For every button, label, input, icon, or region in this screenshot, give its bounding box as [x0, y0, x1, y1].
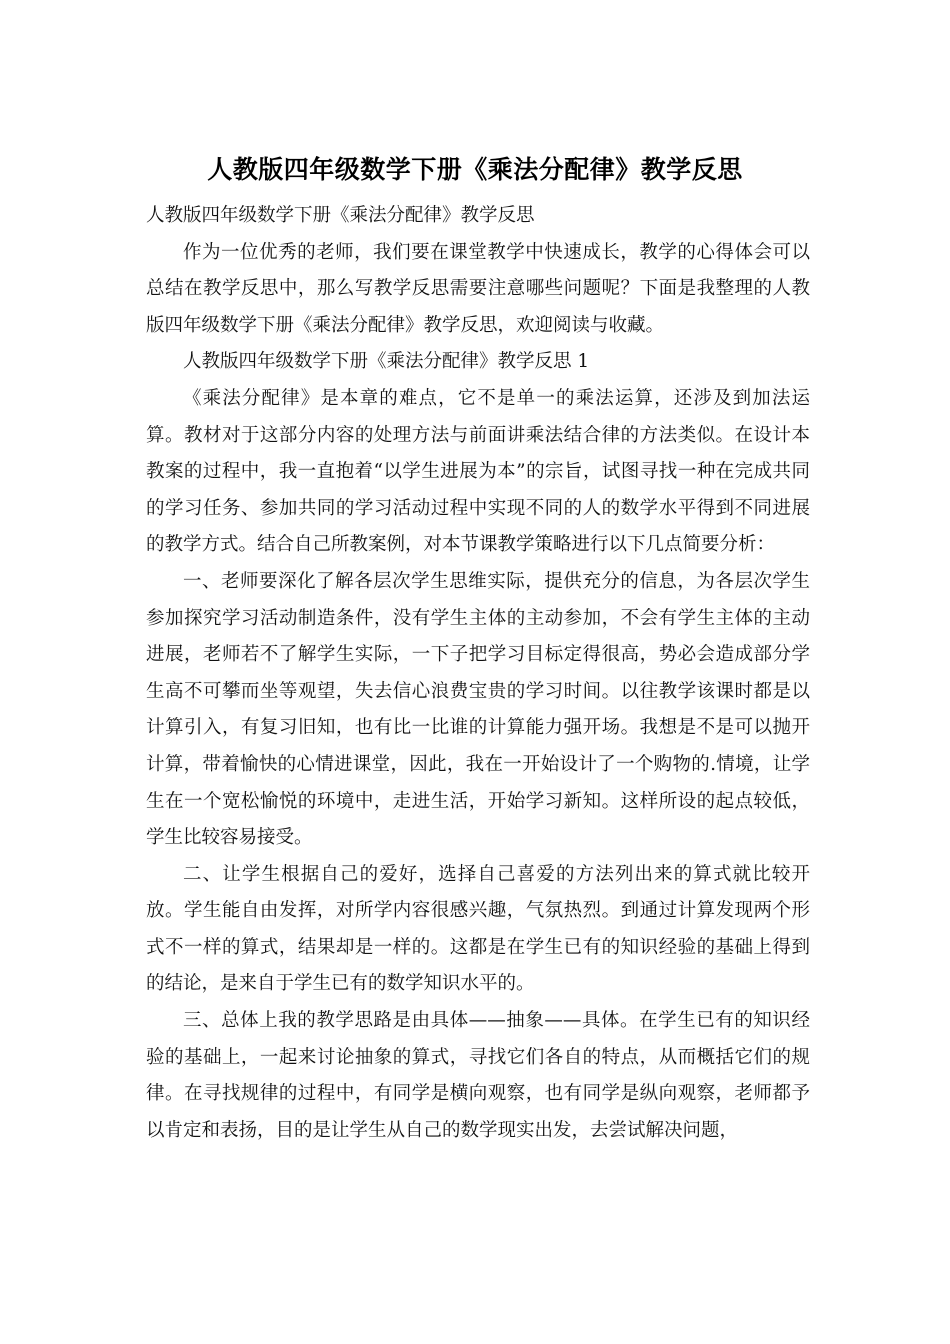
paragraph-overview: 《乘法分配律》是本章的难点，它不是单一的乘法运算，还涉及到加法运算。教材对于这部分内容的处理方法与前面讲乘法结合律的方法类似。在设计本教案的过程中，我一直抱着“以学生进展为本”的宗旨，试图寻找一种在完成共同的学习任务、参加共同的学习活动过程中实现不同的人的数学水平得到不同进展的教学方式。结合自己所教案例，对本节课教学策略进行以下几点简要分析：	[146, 387, 810, 556]
paragraph-point-1: 一、老师要深化了解各层次学生思维实际，提供充分的信息，为各层次学生参加探究学习活动制造条件，没有学生主体的主动参加，不会有学生主体的主动进展，老师若不了解学生实际，一下子把学习目标定得很高，势必会造成部分学生高不可攀而坐等观望，失去信心浪费宝贵的学习时间。以往教学该课时都是以计算引入，有复习旧知，也有比一比谁的计算能力强开场。我想是不是可以抛开计算，带着愉快的心情进课堂，因此，我在一开始设计了一个购物的.情境，让学生在一个宽松愉悦的环境中，走进生活，开始学习新知。这样所设的起点较低，学生比较容易接受。	[146, 570, 810, 849]
paragraph-point-2: 二、让学生根据自己的爱好，选择自己喜爱的方法列出来的算式就比较开放。学生能自由发挥，对所学内容很感兴趣，气氛热烈。到通过计算发现两个形式不一样的算式，结果却是一样的。这都是在学生已有的知识经验的基础上得到的结论，是来自于学生已有的数学知识水平的。	[146, 863, 810, 995]
document-title: 人教版四年级数学下册《乘法分配律》教学反思	[207, 155, 743, 184]
paragraph-intro: 作为一位优秀的老师，我们要在课堂教学中快速成长，教学的心得体会可以总结在教学反思中，那么写教学反思需要注意哪些问题呢？下面是我整理的人教版四年级数学下册《乘法分配律》教学反思，欢迎阅读与收藏。	[146, 241, 810, 336]
document-body	[146, 198, 810, 1149]
document-subtitle: 人教版四年级数学下册《乘法分配律》教学反思	[146, 205, 535, 226]
paragraph-point-3: 三、总体上我的教学思路是由具体——抽象——具体。在学生已有的知识经验的基础上，一起来讨论抽象的算式，寻找它们各自的特点，从而概括它们的规律。在寻找规律的过程中，有同学是横向观察，也有同学是纵向观察，老师都予以肯定和表扬，目的是让学生从自己的数学现实出发，去尝试解决问题，	[146, 1010, 810, 1141]
section-heading-1: 人教版四年级数学下册《乘法分配律》教学反思 1	[183, 351, 590, 373]
